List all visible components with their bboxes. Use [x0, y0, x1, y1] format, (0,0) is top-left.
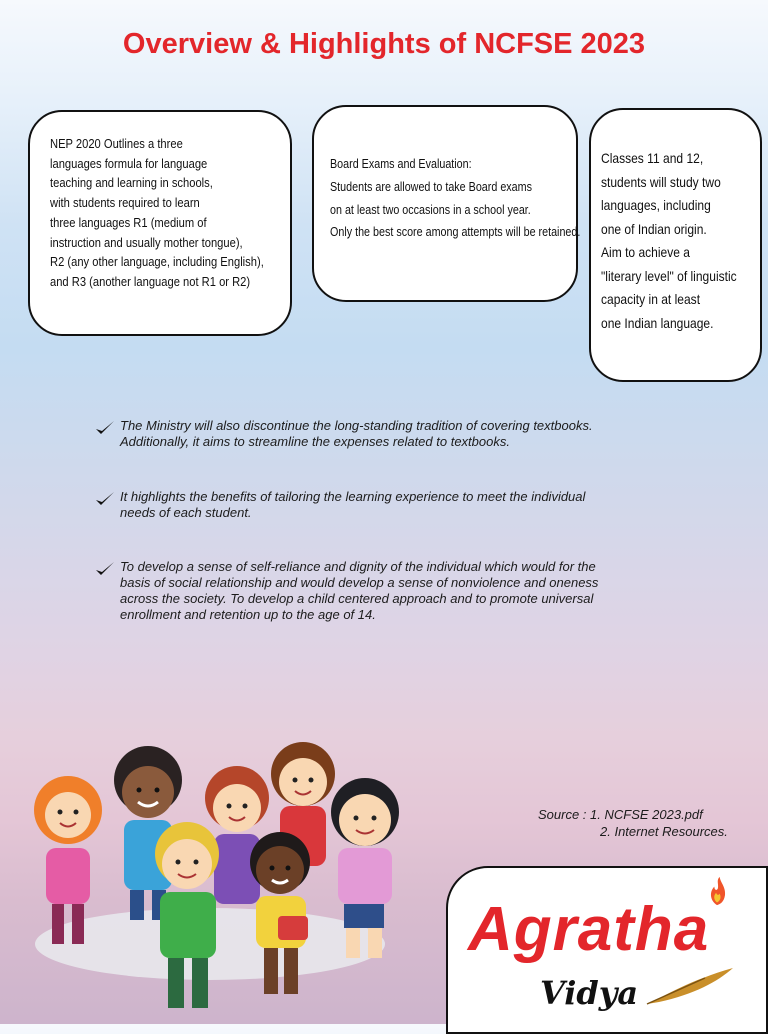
card-text-line: three languages R1 (medium of [50, 214, 207, 230]
classes-11-12-card [589, 108, 762, 382]
card-text-line: Classes 11 and 12, [601, 150, 704, 166]
bullet-text-line: To develop a sense of self-reliance and dignity of the individual which would for the [120, 559, 596, 574]
list-item [95, 559, 598, 623]
page-title: Overview & Highlights of NCFSE 2023 [122, 28, 646, 60]
source-line: Source : 1. NCFSE 2023.pdf [538, 807, 703, 822]
bullet-text-line: Additionally, it aims to streamline the expenses related to textbooks. [120, 434, 510, 449]
card-text-line: Only the best score among attempts will be retained. [330, 225, 581, 240]
bullet-text-line: enrollment and retention up to the age of 14. [120, 607, 376, 622]
card-text-line: and R3 (another language not R1 or R2) [50, 273, 251, 289]
checkmark-icon [95, 491, 115, 507]
card-text-line: one Indian language. [601, 314, 714, 331]
checkmark-icon [95, 561, 115, 577]
card-text-line: Students are allowed to take Board exams [330, 179, 532, 194]
checkmark-icon [95, 420, 115, 436]
card-text-line: teaching and learning in schools, [50, 175, 213, 191]
card-text-line: one of Indian origin. [601, 220, 707, 237]
card-text-line: NEP 2020 Outlines a three [50, 136, 183, 151]
list-item [95, 489, 585, 521]
source-line: 2. Internet Resources. [600, 824, 728, 839]
source-note [538, 806, 728, 840]
card-text-line: with students required to learn [50, 195, 200, 211]
bullet-text-line: The Ministry will also discontinue the long-standing tradition of covering textbooks. [120, 418, 593, 433]
logo-wordmark: Agratha [468, 895, 710, 964]
card-text-line: students will study two [601, 173, 721, 190]
card-text-line: capacity in at least [601, 291, 701, 307]
bullet-text-line: basis of social relationship and would develop a sense of nonviolence and oneness [120, 575, 599, 590]
children-illustration [20, 720, 420, 1024]
card-text-line: instruction and usually mother tongue), [50, 234, 243, 250]
card-text-line: Aim to achieve a [601, 244, 691, 260]
bullet-text-line: across the society. To develop a child centered approach and to promote universal [120, 591, 594, 606]
language-formula-card [28, 110, 292, 336]
card-text-line: R2 (any other language, including English), [50, 254, 264, 270]
bullet-text-line: needs of each student. [120, 505, 252, 520]
card-text-line: languages, including [601, 197, 711, 213]
flame-icon [706, 876, 728, 906]
agratha-logo [446, 866, 768, 1034]
bullet-text-line: It highlights the benefits of tailoring the learning experience to meet the individual [120, 489, 586, 504]
logo-subtitle: Vidya [540, 974, 639, 1012]
card-text-line: languages formula for language [50, 155, 208, 171]
quill-icon [644, 966, 736, 1006]
card-text-line: Board Exams and Evaluation: [330, 157, 472, 171]
board-exams-card [312, 105, 581, 302]
card-text-line: on at least two occasions in a school year. [330, 202, 531, 217]
card-text-line: "literary level" of linguistic [601, 267, 737, 284]
list-item [95, 418, 593, 450]
